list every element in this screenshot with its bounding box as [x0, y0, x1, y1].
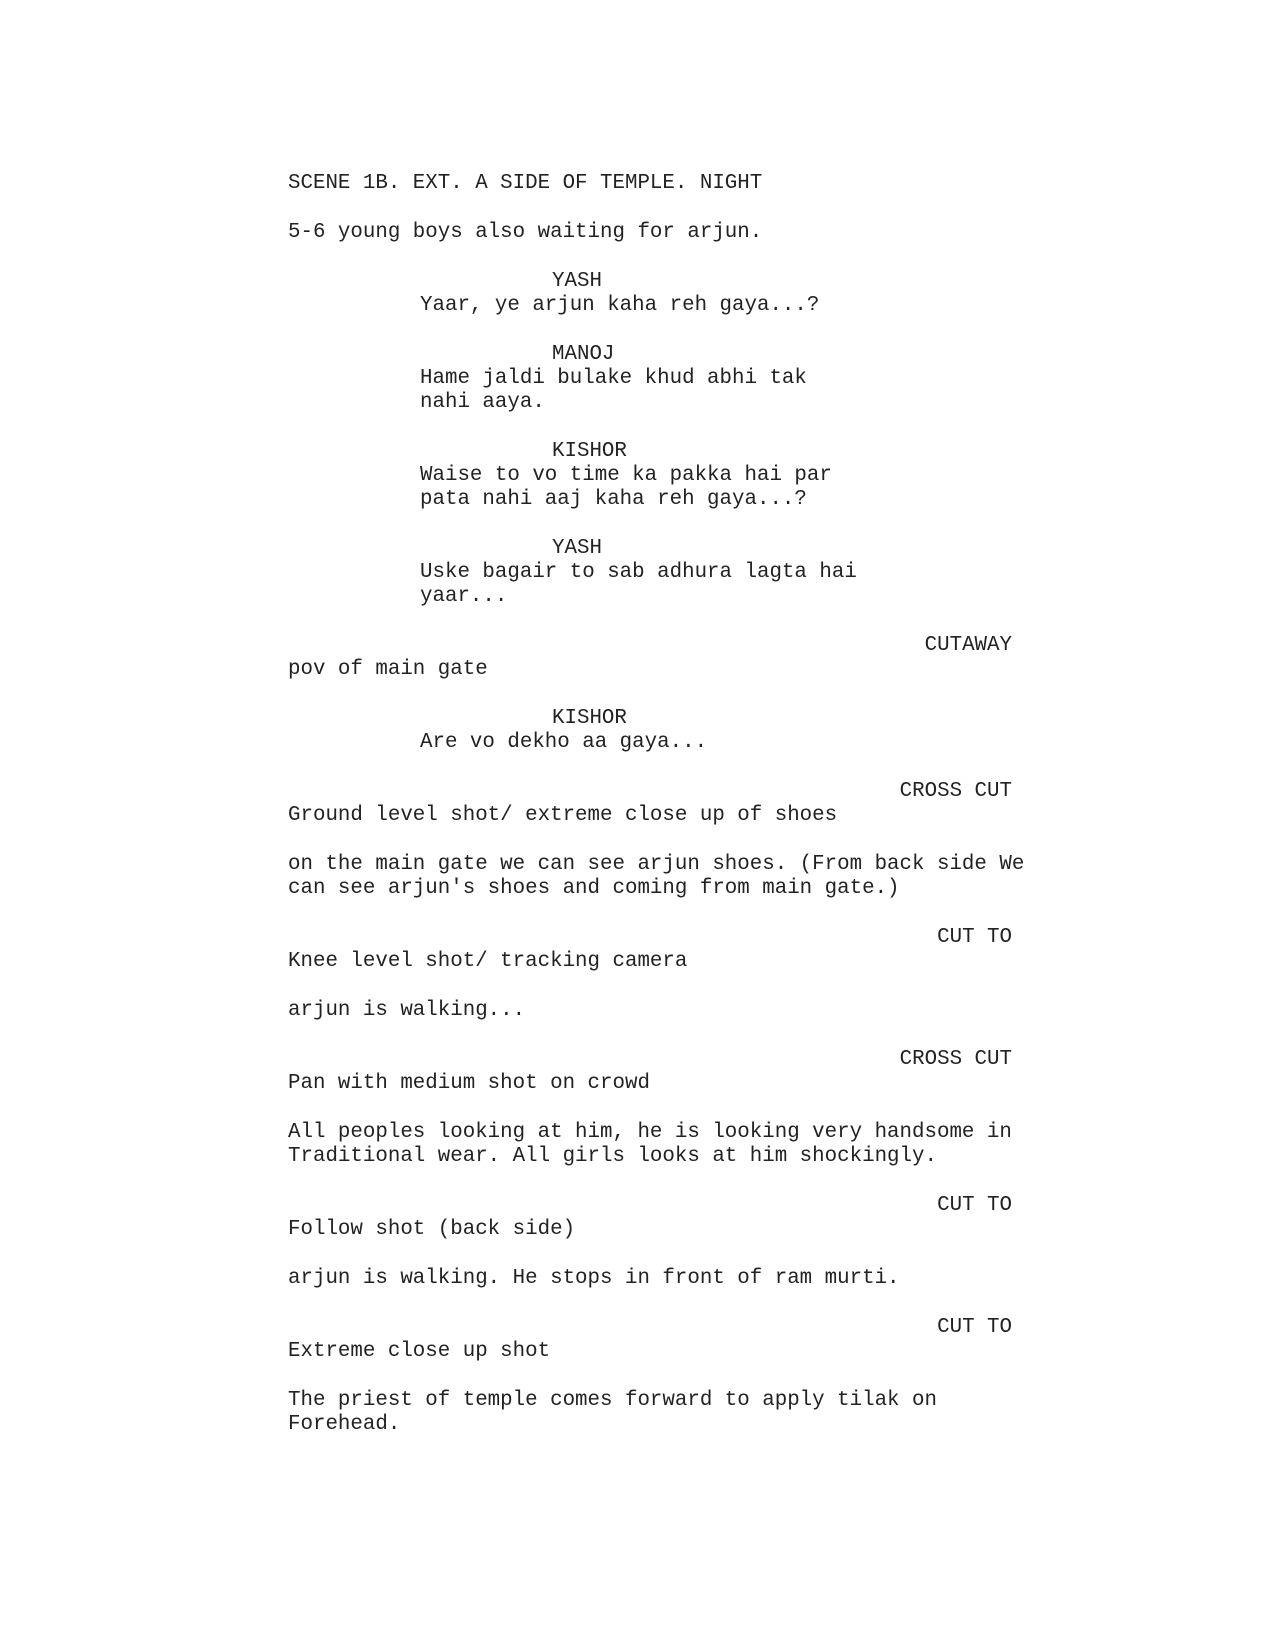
transition: CUT TO — [937, 1316, 1012, 1339]
character-name: YASH — [552, 270, 602, 293]
scene-heading: SCENE 1B. EXT. A SIDE OF TEMPLE. NIGHT — [288, 172, 763, 195]
action-line: arjun is walking. He stops in front of ram murti. — [288, 1267, 900, 1290]
action-line: All peoples looking at him, he is looking very handsome in — [288, 1121, 1012, 1144]
character-name: KISHOR — [552, 707, 627, 730]
dialogue-line: pata nahi aaj kaha reh gaya...? — [420, 488, 807, 511]
dialogue-line: Waise to vo time ka pakka hai par — [420, 464, 832, 487]
action-line: can see arjun's shoes and coming from main gate.) — [288, 877, 900, 900]
dialogue-line: nahi aaya. — [420, 391, 545, 414]
shot-description: Follow shot (back side) — [288, 1218, 576, 1241]
transition: CUTAWAY — [924, 634, 1012, 657]
action-line: Forehead. — [288, 1413, 401, 1436]
dialogue-line: Hame jaldi bulake khud abhi tak — [420, 367, 807, 390]
action-line: on the main gate we can see arjun shoes. (From back side We — [288, 853, 1025, 876]
character-name: MANOJ — [552, 343, 615, 366]
action-line: arjun is walking... — [288, 999, 526, 1022]
transition: CUT TO — [937, 1194, 1012, 1217]
transition: CROSS CUT — [899, 1048, 1012, 1071]
transition: CUT TO — [937, 926, 1012, 949]
dialogue-line: Are vo dekho aa gaya... — [420, 731, 708, 754]
shot-description: Pan with medium shot on crowd — [288, 1072, 650, 1095]
shot-description: Knee level shot/ tracking camera — [288, 950, 688, 973]
shot-description: Ground level shot/ extreme close up of shoes — [288, 804, 838, 827]
dialogue-line: Uske bagair to sab adhura lagta hai — [420, 561, 857, 584]
action-line: The priest of temple comes forward to apply tilak on — [288, 1389, 937, 1412]
transition: CROSS CUT — [899, 780, 1012, 803]
shot-description: Extreme close up shot — [288, 1340, 551, 1363]
character-name: KISHOR — [552, 440, 627, 463]
character-name: YASH — [552, 537, 602, 560]
action-line: Traditional wear. All girls looks at him shockingly. — [288, 1145, 937, 1168]
dialogue-line: yaar... — [420, 585, 508, 608]
shot-description: pov of main gate — [288, 658, 488, 681]
dialogue-line: Yaar, ye arjun kaha reh gaya...? — [420, 294, 820, 317]
action-line: 5-6 young boys also waiting for arjun. — [288, 221, 763, 244]
